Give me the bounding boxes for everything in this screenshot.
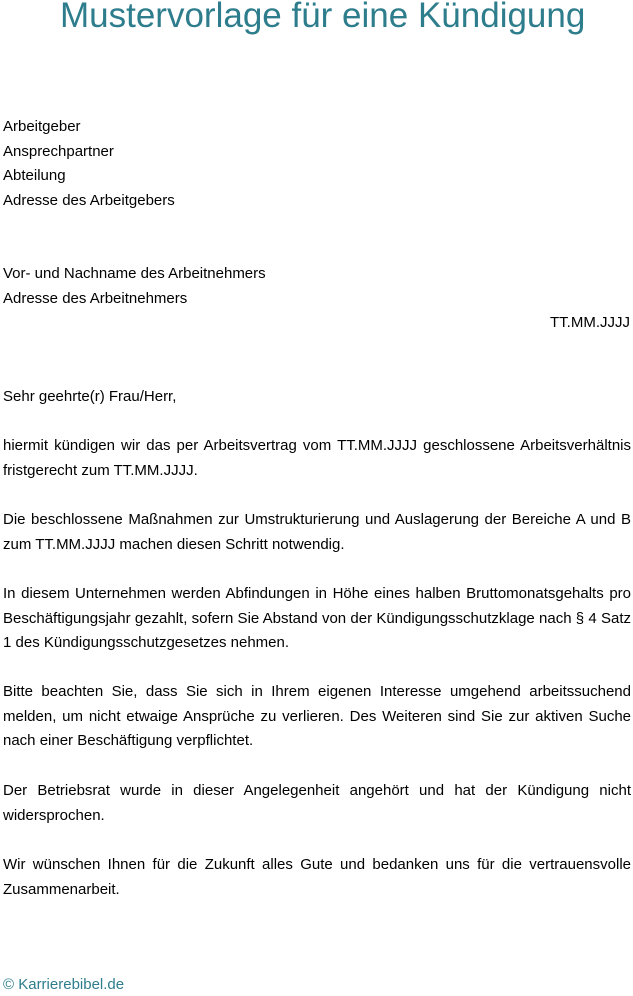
employer-line: Ansprechpartner [3, 142, 114, 160]
paragraph: Bitte beachten Sie, dass Sie sich in Ihrem eigenen Interesse umgehend arbeitssuchend melden, um nicht etwaige Ansprüche zu verlieren. Des Weiteren sind Sie zur aktiven Suche nach einer Beschäftigung verpflichtet. [3, 683, 631, 750]
employer-line: Adresse des Arbeitgebers [3, 191, 175, 209]
paragraph: Die beschlossene Maßnahmen zur Umstrukturierung und Auslagerung der Bereiche A und B zum TT.MM.JJJJ machen diesen Schritt notwendig. [3, 511, 631, 553]
employer-address-block [3, 115, 175, 213]
employee-address-block [3, 262, 266, 311]
paragraph: Der Betriebsrat wurde in dieser Angelegenheit angehört und hat der Kündigung nicht widersprochen. [3, 782, 631, 824]
salutation: Sehr geehrte(r) Frau/Herr, [3, 388, 177, 405]
letter-date: TT.MM.JJJJ [550, 314, 630, 331]
paragraph: hiermit kündigen wir das per Arbeitsvertrag vom TT.MM.JJJJ geschlossene Arbeitsverhältnis fristgerecht zum TT.MM.JJJJ. [3, 437, 631, 479]
paragraph: Wir wünschen Ihnen für die Zukunft alles Gute und bedanken uns für die vertrauensvolle Zusammenarbeit. [3, 856, 631, 898]
employer-line: Abteilung [3, 167, 66, 185]
copyright-footer: © Karrierebibel.de [3, 976, 125, 993]
page-title: Mustervorlage für eine Kündigung [60, 0, 586, 35]
employer-line: Arbeitgeber [3, 118, 81, 135]
employee-line: Vor- und Nachname des Arbeitnehmers [3, 265, 266, 282]
paragraph: In diesem Unternehmen werden Abfindungen in Höhe eines halben Bruttomonatsgehalts pro Beschäftigungsjahr gezahlt, sofern Sie Abstand von der Kündigungsschutzklage nach § 4 Satz 1 des Kündigungsschutzgesetzes nehmen. [3, 585, 631, 652]
employee-line: Adresse des Arbeitnehmers [3, 289, 188, 307]
